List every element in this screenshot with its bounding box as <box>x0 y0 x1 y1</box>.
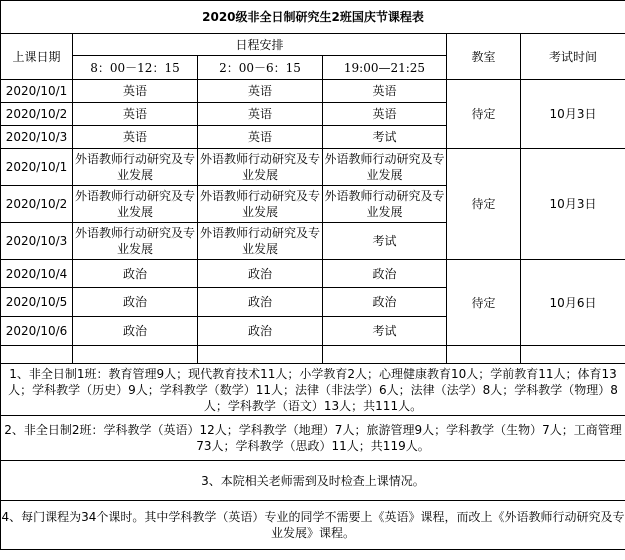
course-cell: 外语教师行动研究及专业发展 <box>323 149 447 186</box>
course-cell: 政治 <box>73 317 198 346</box>
note-3: 3、本院相关老师需到及时检查上课情况。 <box>1 461 625 501</box>
note-4: 4、每门课程为34个课时。其中学科教学（英语）专业的同学不需要上《英语》课程，而改上《外语教师行动研究及专业发展》课程。 <box>1 501 625 550</box>
note-1: 1、非全日制1班：教育管理9人；现代教育技术11人；小学教育2人；心理健康教育10人；学前教育11人；体育13人；学科教学（历史）9人；学科教学（数学）11人；法律（非法学）6人；法律（法学）8人；学科教学（物理）8人；学科教学（语文）13人；共111人。 <box>1 364 625 416</box>
table-row <box>1 260 625 288</box>
course-cell: 考试 <box>323 223 447 260</box>
course-cell: 英语 <box>198 103 323 126</box>
header-slot-afternoon: 2：00－6：15 <box>198 56 323 80</box>
course-cell: 外语教师行动研究及专业发展 <box>73 223 198 260</box>
room-cell: 待定 <box>447 149 521 260</box>
room-cell: 待定 <box>447 80 521 149</box>
sheet-title: 2020级非全日制研究生2班国庆节课程表 <box>1 1 625 34</box>
row-date: 2020/10/3 <box>1 126 73 149</box>
row-date: 2020/10/5 <box>1 288 73 317</box>
row-date: 2020/10/4 <box>1 260 73 288</box>
empty-cell <box>1 346 73 364</box>
empty-cell <box>198 346 323 364</box>
course-cell: 外语教师行动研究及专业发展 <box>73 149 198 186</box>
course-cell: 英语 <box>73 80 198 103</box>
course-cell: 政治 <box>198 260 323 288</box>
empty-row <box>1 346 625 364</box>
course-cell: 外语教师行动研究及专业发展 <box>73 186 198 223</box>
course-cell: 政治 <box>198 317 323 346</box>
header-date: 上课日期 <box>1 34 73 80</box>
course-cell: 政治 <box>73 260 198 288</box>
table-row <box>1 149 625 186</box>
course-cell: 英语 <box>198 80 323 103</box>
empty-cell <box>521 346 625 364</box>
note-2: 2、非全日制2班：学科教学（英语）12人；学科教学（地理）7人；旅游管理9人；学科教学（生物）7人；工商管理73人；学科教学（思政）11人；共119人。 <box>1 416 625 461</box>
course-cell: 政治 <box>198 288 323 317</box>
course-cell: 考试 <box>323 126 447 149</box>
row-date: 2020/10/2 <box>1 103 73 126</box>
header-schedule: 日程安排 <box>73 34 447 56</box>
course-cell: 英语 <box>198 126 323 149</box>
course-cell: 外语教师行动研究及专业发展 <box>198 149 323 186</box>
course-cell: 外语教师行动研究及专业发展 <box>323 186 447 223</box>
row-date: 2020/10/1 <box>1 80 73 103</box>
row-date: 2020/10/3 <box>1 223 73 260</box>
header-room: 教室 <box>447 34 521 80</box>
course-cell: 政治 <box>323 288 447 317</box>
row-date: 2020/10/6 <box>1 317 73 346</box>
empty-cell <box>447 346 521 364</box>
course-cell: 英语 <box>73 126 198 149</box>
row-date: 2020/10/1 <box>1 149 73 186</box>
exam-cell: 10月3日 <box>521 149 625 260</box>
course-cell: 考试 <box>323 317 447 346</box>
course-cell: 英语 <box>323 80 447 103</box>
exam-cell: 10月6日 <box>521 260 625 346</box>
course-cell: 外语教师行动研究及专业发展 <box>198 223 323 260</box>
header-slot-evening: 19:00—21:25 <box>323 56 447 80</box>
exam-cell: 10月3日 <box>521 80 625 149</box>
course-cell: 英语 <box>73 103 198 126</box>
table-row <box>1 80 625 103</box>
course-cell: 政治 <box>73 288 198 317</box>
course-cell: 外语教师行动研究及专业发展 <box>198 186 323 223</box>
room-cell: 待定 <box>447 260 521 346</box>
course-cell: 英语 <box>323 103 447 126</box>
header-exam: 考试时间 <box>521 34 625 80</box>
empty-cell <box>73 346 198 364</box>
empty-cell <box>323 346 447 364</box>
header-slot-morning: 8：00－12：15 <box>73 56 198 80</box>
course-cell: 政治 <box>323 260 447 288</box>
row-date: 2020/10/2 <box>1 186 73 223</box>
